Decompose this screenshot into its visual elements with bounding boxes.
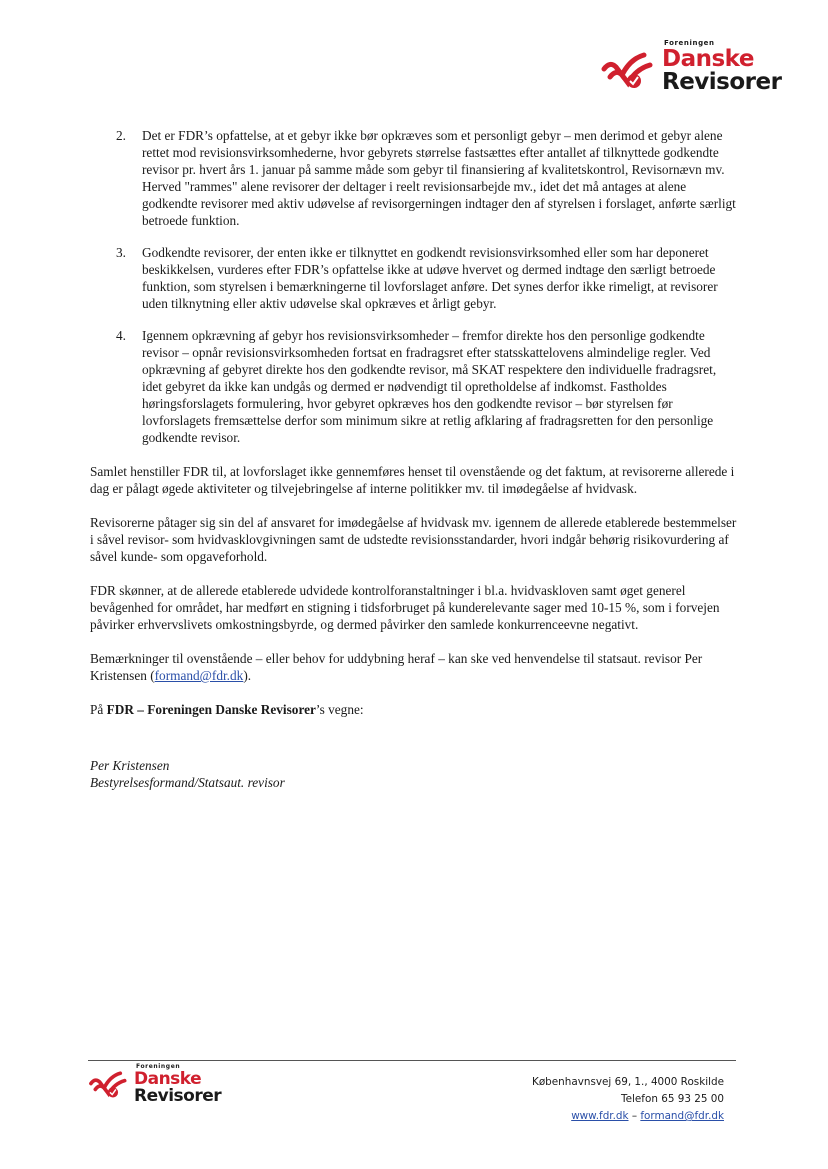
contact-email-link[interactable]: formand@fdr.dk (154, 668, 244, 683)
list-item (116, 244, 736, 312)
list-item (116, 127, 736, 229)
footer-address: Københavnsvej 69, 1., 4000 Roskilde (532, 1076, 724, 1088)
paragraph-summary: Samlet henstiller FDR til, at lovforslaget ikke gennemføres henset til ovenstående og det faktum, at revisorerne allerede i dag er pålagt øgede aktiviteter og tilvejebringelse af interne politikker mv. til imødegåelse af hvidvask. (90, 464, 735, 496)
paragraph-assessment: FDR skønner, at de allerede etablerede udvidede kontrolforanstaltninger i bl.a. hvidvaskloven samt øget generel bevågenhed for området, har medført en stigning i tidsforbruget på kunderelevante sager med 10-15 %, som i forvejen påvirker erhvervslivets omkostningsbyrde, og dermed påvirker den samlede konkurrenceevne negativt. (90, 583, 720, 632)
contact-text-end: ). (243, 668, 252, 683)
signature-title: Bestyrelsesformand/Statsaut. revisor (90, 775, 285, 790)
closing-suffix: ’s vegne: (315, 702, 364, 717)
letter-body (116, 127, 736, 461)
body-paragraphs (90, 463, 740, 791)
list-item (116, 327, 736, 446)
logo-line-1: Danske (662, 46, 754, 72)
footer-phone: Telefon 65 93 25 00 (621, 1093, 724, 1105)
footer-address-block (532, 1074, 724, 1125)
logo-small-text: Foreningen (664, 39, 715, 47)
list-item-number: 3. (116, 245, 126, 260)
footer-email-link[interactable]: formand@fdr.dk (640, 1110, 724, 1122)
logo-line-1: Danske (134, 1069, 202, 1089)
logo-line-2: Revisorer (662, 69, 782, 95)
list-item-number: 4. (116, 328, 126, 343)
logo-line-2: Revisorer (134, 1086, 222, 1106)
list-item-text: Igennem opkrævning af gebyr hos revisionsvirksomheder – fremfor direkte hos den personlige godkendte revisor – opnår revisionsvirksomheden fortsat en fradragsret efter statsskattelovens almindelige regler. Ved opkrævning af gebyret direkte hos den godkendte revisor, må SKAT respektere den individuelle fradragsret, idet gebyret da ikke kan undgås og dermed er nødvendigt til opretholdelse af indkomst. Fastholdes høringsforslagets formulering, hvor gebyret opkræves hos den godkendte revisor – bør styrelsen før lovforslagets fremsættelse derfor som minimum sikre at retlig afklaring af fradragsretten for den personlige godkendte revisor. (142, 328, 717, 445)
fdr-check-mark-icon (600, 51, 660, 91)
header-logo (600, 39, 782, 95)
paragraph-contact (90, 650, 740, 684)
paragraph-responsibility: Revisorerne påtager sig sin del af ansvaret for imødegåelse af hvidvask mv. igennem de allerede etablerede bestemmelser i såvel revisor- som hvidvasklovgivningen samt de udstedte revisionsstandarder, hvori indgår behørig risikovurdering af såvel kunde- som opgaveforhold. (90, 515, 737, 564)
closing-prefix: På (90, 702, 107, 717)
fdr-check-mark-icon (88, 1069, 132, 1101)
list-item-text: Godkendte revisorer, der enten ikke er tilknyttet en godkendt revisionsvirksomhed eller som har deponeret beskikkelsen, vurderes efter FDR’s opfattelse ikke at udøve hvervet og dermed indtage den særligt betroede funktion, som styrelsen i bemærkningerne til lovforslaget anføre. Det synes derfor ikke rimeligt, at revisorer uden tilknytning eller aktiv udøvelse skal opkræves et årligt gebyr. (142, 245, 718, 311)
signature-block (90, 757, 740, 791)
footer-separator: – (628, 1110, 641, 1122)
footer-web-link[interactable]: www.fdr.dk (571, 1110, 629, 1122)
closing-org: FDR – Foreningen Danske Revisorer (106, 702, 316, 717)
list-item-number: 2. (116, 128, 126, 143)
list-item-text: Det er FDR’s opfattelse, at et gebyr ikke bør opkræves som et personligt gebyr – men derimod et gebyr alene rettet mod revisionsvirksomhederne, hvor gebyrets størrelse fastsættes efter antallet af tilknyttede godkendte revisor pr. hvert års 1. januar på samme måde som gebyr til finansiering af kvalitetskontrol, Revisornævn mv. Herved "rammes" alene revisorer der deltager i reelt revisionsarbejde mv., idet det må antages at alene godkendte revisorer med aktiv udøvelse af revisorgerningen indtager den af styrelsen i forslaget, anførte særligt betroede funktion. (142, 128, 736, 228)
closing-line (90, 701, 740, 718)
contact-text: Bemærkninger til ovenstående – eller behov for uddybning heraf – kan ske ved henvendelse til statsaut. revisor Per Kristensen ( (90, 651, 703, 683)
logo-small-text: Foreningen (136, 1063, 181, 1070)
signature-name: Per Kristensen (90, 758, 170, 773)
footer-logo (88, 1064, 221, 1105)
footer-divider (88, 1060, 736, 1061)
footer-links (532, 1108, 724, 1125)
